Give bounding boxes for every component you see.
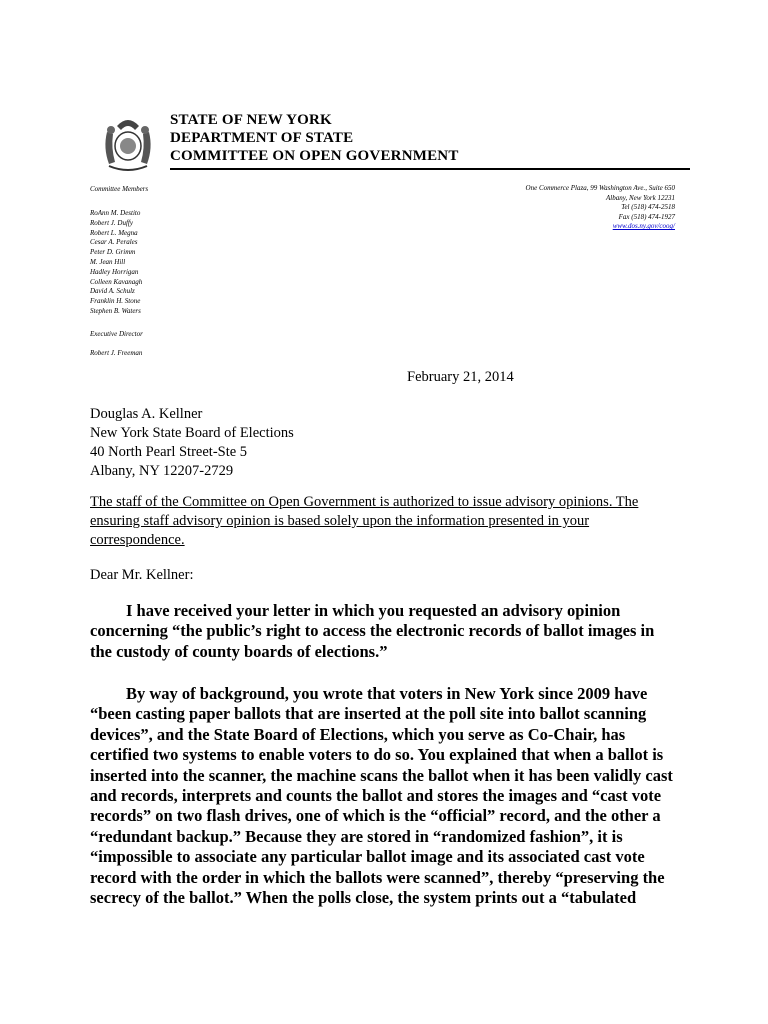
- member-name: Peter D. Grimm: [90, 248, 136, 257]
- notice-line: correspondence.: [90, 532, 185, 548]
- paragraph-line: secrecy of the ballot.” When the polls close, the system prints out a “tabulated: [90, 888, 637, 908]
- recipient-block: [90, 405, 294, 481]
- member-name: Franklin H. Stone: [90, 297, 141, 306]
- member-name: Stephen B. Waters: [90, 306, 141, 315]
- letterhead-rule: [170, 168, 690, 170]
- member-name: Hadley Horrigan: [90, 267, 139, 276]
- advisory-notice: [90, 493, 638, 550]
- paragraph-line: and records, interprets and counts the ballot and stores the images and “cast vote: [90, 786, 662, 806]
- state-seal-icon: [95, 112, 161, 174]
- letterhead-state: STATE OF NEW YORK: [170, 112, 332, 128]
- member-name: David A. Schulz: [90, 287, 135, 296]
- member-name: M. Jean Hill: [90, 257, 126, 266]
- letterhead-department: DEPARTMENT OF STATE: [170, 130, 354, 146]
- address-tel: Tel (518) 474-2518: [621, 203, 675, 212]
- address-fax: Fax (518) 474-1927: [618, 212, 675, 221]
- paragraph-line: concerning “the public’s right to access the electronic records of ballot images in: [90, 621, 655, 641]
- members-list: [90, 208, 142, 316]
- notice-line: The staff of the Committee on Open Government is authorized to issue advisory opinions. The: [90, 494, 639, 510]
- paragraph-line: inserted into the scanner, the machine scans the ballot when it has been validly cast: [90, 765, 673, 785]
- recipient-org: New York State Board of Elections: [90, 425, 294, 441]
- notice-line: ensuring staff advisory opinion is based solely upon the information presented in your: [90, 513, 590, 529]
- paragraph-line: “been casting paper ballots that are inserted at the poll site into ballot scanning: [90, 704, 647, 724]
- paragraph-line: devices”, and the State Board of Elections, which you serve as Co-Chair, has: [90, 724, 626, 744]
- letter-date: February 21, 2014: [407, 369, 514, 385]
- recipient-street: 40 North Pearl Street-Ste 5: [90, 444, 248, 460]
- paragraph-1: [90, 601, 654, 662]
- paragraph-line: records” on two flash drives, one of which is the “official” record, and the other a: [90, 806, 661, 826]
- paragraph-2: [90, 684, 673, 908]
- letterhead-committee: COMMITTEE ON OPEN GOVERNMENT: [170, 148, 459, 164]
- members-heading: Committee Members: [90, 185, 149, 193]
- website-link[interactable]: www.dos.ny.gov/coog/: [612, 222, 675, 231]
- paragraph-line: “redundant backup.” Because they are stored in “randomized fashion”, it is: [90, 826, 623, 846]
- member-name: Cesar A. Perales: [90, 238, 138, 247]
- member-name: Colleen Kavanagh: [90, 277, 143, 286]
- paragraph-line: the custody of county boards of elections.”: [90, 641, 388, 661]
- salutation: Dear Mr. Kellner:: [90, 567, 194, 583]
- address-city: Albany, New York 12231: [606, 193, 675, 202]
- paragraph-line: record with the order in which the ballots were scanned”, thereby “preserving the: [90, 867, 665, 887]
- address-block: [526, 183, 675, 231]
- paragraph-line: I have received your letter in which you requested an advisory opinion: [126, 601, 621, 620]
- executive-director-name: Robert J. Freeman: [90, 349, 143, 357]
- address-street: One Commerce Plaza, 99 Washington Ave., Suite 650: [525, 184, 675, 192]
- member-name: Robert J. Duffy: [90, 218, 133, 227]
- recipient-city: Albany, NY 12207-2729: [90, 463, 234, 479]
- paragraph-line: “impossible to associate any particular ballot image and its associated cast vote: [90, 847, 645, 867]
- member-name: Robert L. Megna: [90, 228, 138, 237]
- paragraph-line: certified two systems to enable voters to do so. You explained that when a ballot is: [90, 745, 664, 765]
- member-name: RoAnn M. Destito: [90, 209, 141, 217]
- executive-director-label: Executive Director: [90, 330, 143, 338]
- paragraph-line: By way of background, you wrote that voters in New York since 2009 have: [126, 684, 648, 703]
- recipient-name: Douglas A. Kellner: [90, 406, 203, 422]
